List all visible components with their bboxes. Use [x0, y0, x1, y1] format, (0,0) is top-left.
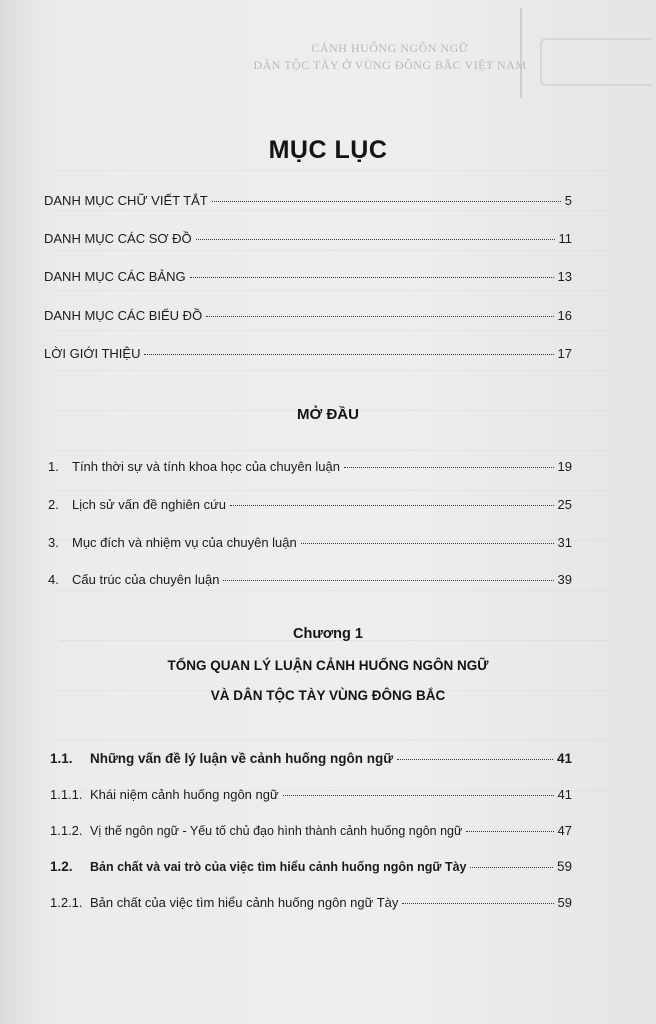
page-title: MỤC LỤC: [268, 136, 388, 164]
toc-entry[interactable]: [50, 858, 572, 876]
toc-entry-page: 59: [557, 895, 572, 910]
leader-dots: [301, 543, 554, 544]
toc-entry-page: 13: [557, 269, 572, 284]
toc-entry-number: 2.: [48, 497, 59, 512]
toc-entry[interactable]: [44, 307, 572, 325]
leader-dots: [283, 795, 554, 796]
toc-entry[interactable]: [48, 534, 572, 552]
toc-entry-label: Mục đích và nhiệm vụ của chuyên luận: [72, 535, 297, 550]
toc-entry-label: Lịch sử vấn đề nghiên cứu: [72, 497, 227, 512]
toc-entry[interactable]: [48, 496, 572, 514]
chapter-title-line-1: TỔNG QUAN LÝ LUẬN CẢNH HUỐNG NGÔN NGỮ: [167, 658, 489, 673]
leader-dots: [212, 201, 561, 202]
toc-entry-label: Bản chất và vai trò của việc tìm hiểu cảnh huống ngôn ngữ Tày: [90, 860, 467, 874]
toc-entry-page: 5: [564, 193, 572, 208]
toc-entry-label: Cấu trúc của chuyên luận: [72, 572, 220, 587]
leader-dots: [470, 867, 552, 868]
toc-entry-number: 3.: [48, 535, 59, 550]
toc-entry-page: 16: [557, 308, 572, 323]
header-line-1: CẢNH HUỐNG NGÔN NGỮ: [311, 41, 469, 55]
toc-entry-label: Khái niệm cảnh huống ngôn ngữ: [90, 787, 279, 802]
toc-entry-page: 41: [557, 787, 572, 802]
leader-dots: [144, 354, 553, 355]
toc-entry[interactable]: [50, 786, 572, 804]
leader-dots: [196, 239, 555, 240]
toc-entry-label: Vị thế ngôn ngữ - Yếu tố chủ đạo hình thành cảnh huống ngôn ngữ: [90, 824, 463, 838]
toc-entry-label: DANH MỤC CHỮ VIẾT TẮT: [44, 193, 208, 208]
leader-dots: [230, 505, 554, 506]
toc-entry[interactable]: [44, 192, 572, 210]
toc-entry-label: DANH MỤC CÁC SƠ ĐỒ: [44, 231, 192, 246]
bleed-through-tab: [540, 38, 652, 86]
toc-entry-label: Tính thời sự và tính khoa học của chuyên luận: [72, 459, 340, 474]
toc-entry-number: 1.1.: [50, 751, 73, 766]
toc-entry-page: 31: [557, 535, 572, 550]
toc-entry-label: DANH MỤC CÁC BẢNG: [44, 269, 186, 284]
toc-entry-page: 11: [558, 231, 572, 246]
leader-dots: [344, 467, 554, 468]
bleed-through-header: [240, 40, 540, 74]
toc-entry-number: 1.1.2.: [50, 823, 83, 838]
toc-entry-page: 25: [557, 497, 572, 512]
toc-entry-number: 1.2.: [50, 859, 73, 874]
header-line-2: DÂN TỘC TÀY Ở VÙNG ĐÔNG BẮC VIỆT NAM: [253, 58, 527, 72]
toc-entry-number: 1.1.1.: [50, 787, 83, 802]
leader-dots: [466, 831, 553, 832]
leader-dots: [190, 277, 554, 278]
toc-entry[interactable]: [48, 458, 572, 476]
toc-entry-page: 41: [556, 751, 572, 766]
leader-dots: [402, 903, 553, 904]
toc-entry-label: Bản chất của việc tìm hiểu cảnh huống ngôn ngữ Tày: [90, 895, 399, 910]
toc-entry-number: 4.: [48, 572, 59, 587]
leader-dots: [223, 580, 553, 581]
toc-entry-page: 47: [557, 823, 572, 838]
toc-entry-number: 1.: [48, 459, 59, 474]
toc-entry[interactable]: [44, 268, 572, 286]
chapter-title-line-2: VÀ DÂN TỘC TÀY VÙNG ĐÔNG BẮC: [210, 688, 446, 703]
toc-entry[interactable]: [50, 822, 572, 840]
toc-entry-number: 1.2.1.: [50, 895, 83, 910]
toc-entry-label: DANH MỤC CÁC BIỂU ĐỒ: [44, 308, 203, 323]
toc-entry-page: 39: [557, 572, 572, 587]
toc-entry-page: 19: [557, 459, 572, 474]
toc-entry-page: 59: [556, 859, 572, 874]
toc-entry-page: 17: [557, 346, 572, 361]
leader-dots: [397, 759, 553, 760]
toc-entry-label: Những vấn đề lý luận về cảnh huống ngôn ngữ: [90, 751, 394, 766]
toc-entry[interactable]: [50, 894, 572, 912]
intro-heading: MỞ ĐẦU: [297, 406, 359, 423]
toc-entry[interactable]: [44, 345, 572, 363]
chapter-heading: Chương 1: [293, 626, 363, 642]
toc-entry[interactable]: [48, 571, 572, 589]
leader-dots: [206, 316, 553, 317]
toc-entry[interactable]: [50, 750, 572, 768]
toc-entry-label: LỜI GIỚI THIỆU: [44, 346, 141, 361]
toc-entry[interactable]: [44, 230, 572, 248]
